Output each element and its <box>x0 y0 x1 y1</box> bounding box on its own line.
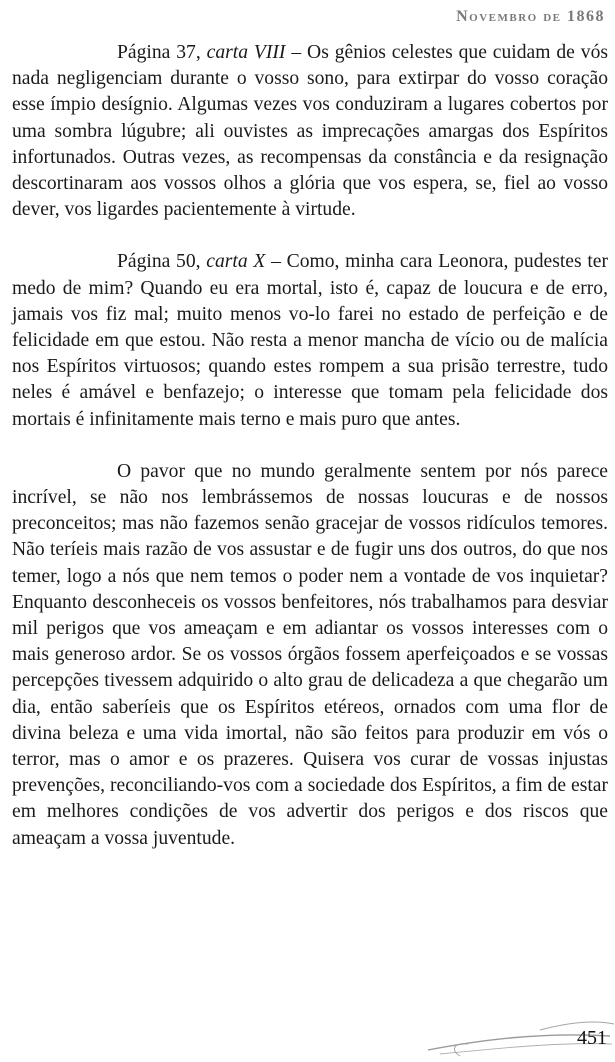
citation-lead: Página 50, <box>117 251 207 273</box>
paragraph-letter-x <box>12 249 608 432</box>
citation-letter-ref: carta X <box>206 251 266 273</box>
citation-lead: Página 37, <box>117 42 207 63</box>
paragraph-pavor <box>12 459 608 852</box>
paragraph-gap <box>12 433 608 459</box>
paragraph-letter-viii <box>12 40 608 223</box>
page-number: 451 <box>577 1027 607 1049</box>
paragraph-text: – Os gênios celestes que cuidam de vós nada negligenciam durante o vosso sono, para extirpar do vosso coração esse ímpio desígnio. Algumas vezes vos conduziram a lugares cobertos por uma sombra lúgubre; ali ouvistes as imprecações amargas dos Espíritos infortunados. Outras vezes, as recompensas da constância e da resignação descortinaram aos vossos olhos a glória que vos espera, se, fiel ao vosso dever, vos ligardes pacientemente à virtude. <box>12 42 609 221</box>
citation-letter-ref: carta VIII <box>206 42 286 63</box>
paragraph-text: – Como, minha cara Leonora, pudestes ter medo de mim? Quando eu era mortal, isto é, capaz de loucura e de erro, jamais vos fiz mal; muito menos vo-lo farei no estado de perfeição e de felicidade em que estou. Não resta a menor mancha de vício ou de malícia nos Espíritos virtuosos; quando estes rompem a sua prisão terrestre, tudo neles é amável e benfazejo; o interesse que tomam pela felicidade dos mortais é infinitamente mais terno e mais puro que antes. <box>12 251 608 430</box>
paragraph-gap <box>12 223 608 249</box>
text-body <box>12 40 608 852</box>
paragraph-text: O pavor que no mundo geralmente sentem por nós parece incrível, se não nos lembrássemos de nossas loucuras e de nossos preconceitos; mas não fazemos senão gracejar de vossos ridículos temores. Não teríeis mais razão de vos assustar e de fugir uns dos outros, do que nos temer, logo a nós que nem temos o poder nem a vontade de vos inquietar? Enquanto desconheceis os vossos benfeitores, nós trabalhamos para desviar mil perigos que vos ameaçam e em adiantar os vossos interesses com o mais generoso ardor. Se os vossos órgãos fossem aperfeiçoados e se vossas percepções tivessem adquirido o alto grau de delicadeza a que chegarão um dia, então saberíeis que os Espíritos etéreos, ornados com uma flor de divina beleza e uma vida imortal, não são feitos para produzir em vós o terror, mas o amor e os prazeres. Quisera vos curar de vossas injustas prevenções, reconciliando-vos com a sociedade dos Espíritos, a fim de estar em melhores condições de vos advertir dos perigos e dos riscos que ameaçam a vossa juventude. <box>12 460 608 849</box>
running-header: Novembro de 1868 <box>456 8 605 25</box>
